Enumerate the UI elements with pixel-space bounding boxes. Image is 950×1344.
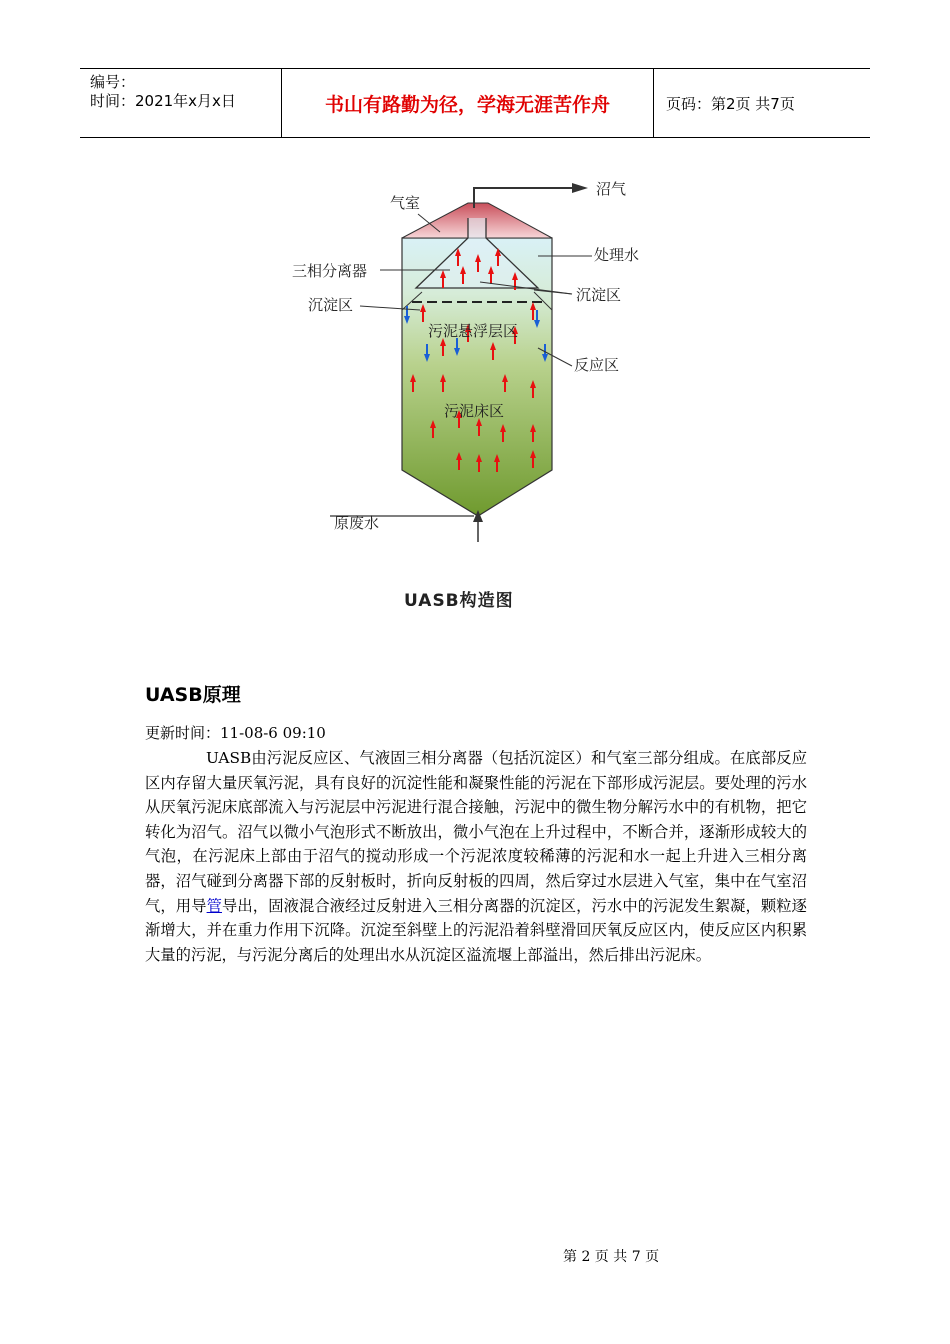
header-meta: [80, 69, 282, 137]
article-body: [145, 746, 807, 967]
page-header: [80, 68, 870, 138]
body-part-2: 导出，固液混合液经过反射进入三相分离器的沉淀区，污水中的污泥发生絮凝，颗粒逐渐增大，并在重力作用下沉降。沉淀至斜壁上的污泥沿着斜壁滑回厌氧反应区内，使反应区内积累大量的污泥，与污泥分离后的处理出水从沉淀区溢流堰上部溢出，然后排出污泥床。: [145, 896, 807, 964]
label-settling-zone-right: 沉淀区: [576, 286, 622, 304]
diagram-caption: UASB构造图: [404, 591, 514, 611]
label-treated-water: 处理水: [594, 246, 640, 264]
article-title: UASB原理: [145, 684, 241, 706]
label-sludge-bed: 污泥床区: [444, 402, 505, 420]
label-gas-chamber: 气室: [390, 194, 421, 212]
label-raw-wastewater: 原废水: [334, 514, 380, 532]
label-three-phase-separator: 三相分离器: [292, 262, 368, 280]
update-time: 更新时间：11-08-6 09:10: [145, 724, 326, 742]
label-settling-zone-left: 沉淀区: [308, 296, 354, 314]
label-biogas: 沼气: [596, 180, 627, 198]
header-page-info: 页码：第2页 共7页: [666, 94, 795, 113]
pipe-link[interactable]: 管: [206, 896, 222, 915]
uasb-diagram: [290, 170, 670, 550]
label-reaction-zone: 反应区: [574, 356, 620, 374]
label-sludge-suspension: 污泥悬浮层区: [428, 322, 519, 340]
number-label: 编号：: [90, 73, 136, 91]
date-label: 时间：2021年x月x日: [90, 92, 236, 110]
page-footer: 第 2 页 共 7 页: [563, 1249, 660, 1265]
header-motto: 书山有路勤为径，学海无涯苦作舟: [282, 69, 654, 137]
body-part-1: UASB由污泥反应区、气液固三相分离器（包括沉淀区）和气室三部分组成。在底部反应区内存留大量厌氧污泥，具有良好的沉淀性能和凝聚性能的污泥在下部形成污泥层。要处理的污水从厌氧污泥床底部流入与污泥层中污泥进行混合接触，污泥中的微生物分解污水中的有机物，把它转化为沼气。沼气以微小气泡形式不断放出，微小气泡在上升过程中，不断合并，逐渐形成较大的气泡，在污泥床上部由于沼气的搅动形成一个污泥浓度较稀薄的污泥和水一起上升进入三相分离器，沼气碰到分离器下部的反射板时，折向反射板的四周，然后穿过水层进入气室，集中在气室沼气，用导: [145, 749, 807, 915]
